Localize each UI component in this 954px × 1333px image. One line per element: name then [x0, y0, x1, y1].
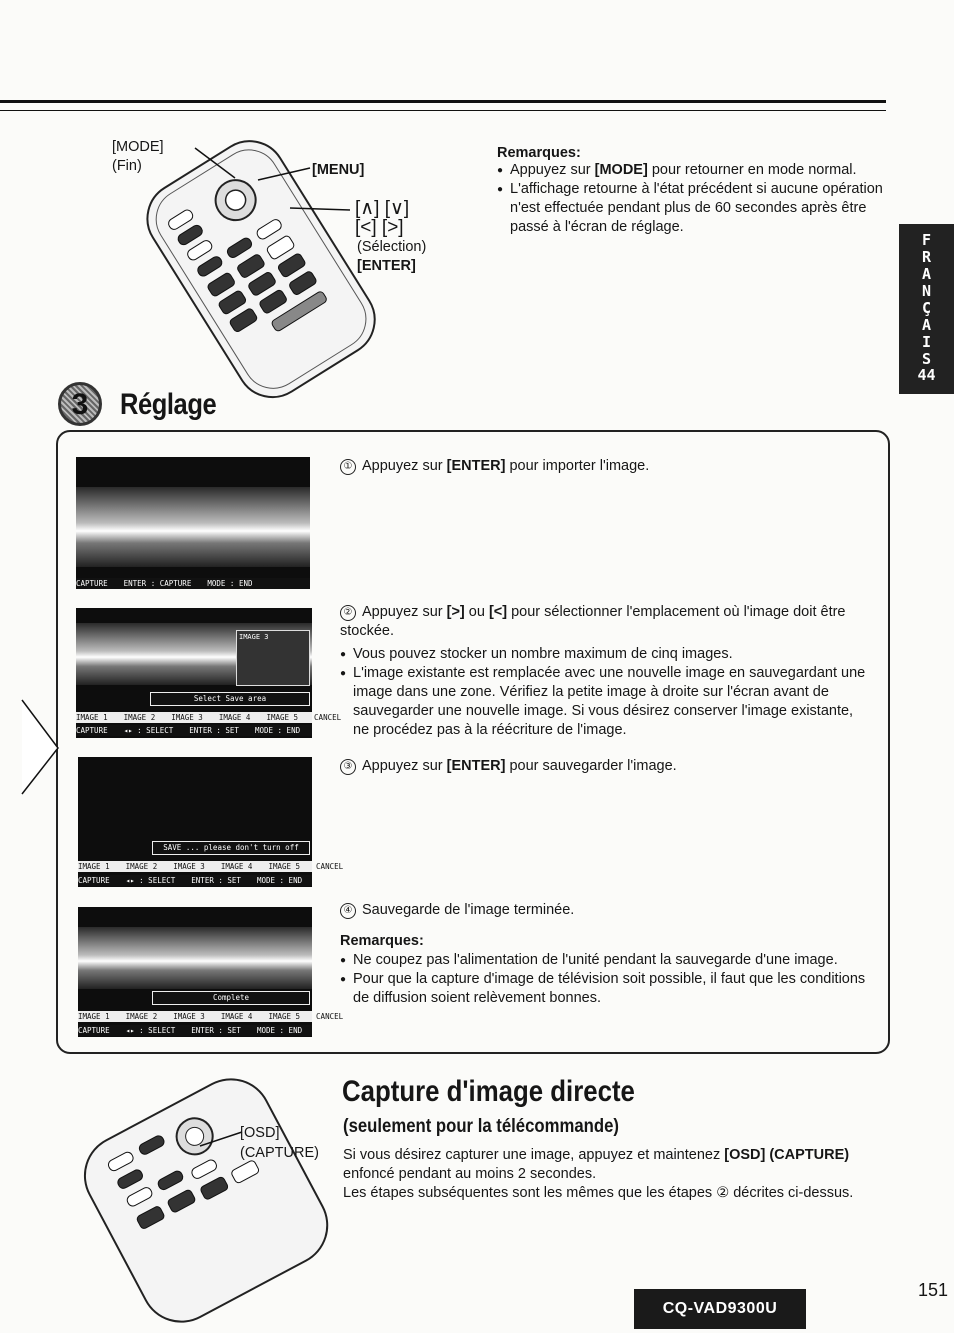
tab-letter: S [921, 350, 932, 368]
remark-item: ● L'affichage retourne à l'état précédent si aucune opération n'est effectuée pendant plus de 60 secondes après être passé à l'écran de réglage. [497, 180, 887, 237]
enter-key: [ENTER] [446, 458, 506, 474]
page-number: 151 [918, 1280, 949, 1300]
step-text: Appuyez sur [362, 758, 447, 774]
bar-text: CAPTURE [78, 1026, 110, 1035]
remarks-title: Remarques: [340, 933, 424, 949]
slot-label: IMAGE 5 [266, 713, 299, 722]
step-text: pour sauvegarder l'image. [505, 758, 677, 774]
complete-message-box: Complete [152, 991, 310, 1005]
step-text: Sauvegarde de l'image terminée. [362, 902, 575, 918]
step-number: ② [340, 605, 356, 621]
step-number: ④ [340, 903, 356, 919]
menu-label: [MENU] [312, 162, 365, 178]
tab-letter: Ç [921, 299, 932, 317]
step-2-notes [340, 645, 870, 740]
bar-text: CAPTURE [76, 726, 108, 735]
top-rule [0, 100, 886, 103]
step-4-remarks [340, 951, 870, 1008]
para-text: décrites ci-dessus. [729, 1185, 854, 1201]
step-text: pour importer l'image. [505, 458, 650, 474]
tab-letter: I [921, 333, 932, 351]
direct-capture-para-1 [343, 1146, 883, 1184]
mode-label: [MODE] [112, 139, 164, 155]
thumbnail-preview [236, 630, 310, 686]
remark-text: pour retourner en mode normal. [647, 162, 857, 178]
para-text: Si vous désirez capturer une image, appuyez et maintenez [343, 1147, 725, 1163]
section-title: Réglage [120, 388, 217, 421]
selection-label: (Sélection) [357, 239, 427, 255]
bar-text: MODE : END [256, 876, 303, 885]
note-item: ● Vous pouvez stocker un nombre maximum de cinq images. [340, 645, 870, 664]
slot-label: IMAGE 3 [173, 1012, 205, 1021]
top-rule-thin [0, 110, 886, 111]
fin-label: (Fin) [112, 158, 142, 174]
bridge-image [78, 927, 312, 989]
slot-label: CANCEL [316, 862, 344, 871]
enter-key: [ENTER] [446, 758, 506, 774]
slot-label: IMAGE 2 [125, 862, 158, 871]
slot-label: IMAGE 2 [123, 713, 156, 722]
tab-letter: F [921, 231, 932, 249]
step-text: Appuyez sur [362, 604, 447, 620]
bar-text: ◂▸ : SELECT [123, 726, 174, 735]
slot-label: IMAGE 1 [76, 713, 108, 722]
slot-label: IMAGE 4 [218, 713, 251, 722]
remark-text: Appuyez sur [510, 162, 595, 178]
tab-page-number: 44 [917, 366, 936, 384]
bar-text: ENTER : SET [189, 726, 239, 735]
select-save-area-box: Select Save area [150, 692, 310, 706]
language-side-tab [899, 224, 954, 394]
enter-label: [ENTER] [357, 258, 416, 274]
para-text: enfoncé pendant au moins 2 secondes. [343, 1166, 597, 1182]
bar-text: MODE : END [256, 1026, 303, 1035]
osd-capture-key: [OSD] (CAPTURE) [724, 1147, 850, 1163]
slot-label: CANCEL [316, 1012, 344, 1021]
slot-label: IMAGE 2 [125, 1012, 158, 1021]
step-number: ① [340, 459, 356, 475]
bar-text: CAPTURE [76, 579, 108, 588]
image-slot-bar [78, 861, 344, 872]
remarks-top [497, 145, 887, 237]
step-text: pour sélectionner l'emplacement où l'image doit être stockée. [340, 604, 846, 639]
note-item: ● L'image existante est remplacée avec une nouvelle image en sauvegardant une image dans une zone. Vérifiez la petite image à droite sur l'écran avant de sauvegarder une nouvelle image. Si vous désirez conserver l'image existante, ne procédez pas à la réécriture de l'image. [340, 664, 870, 740]
direct-capture-text [343, 1146, 883, 1203]
remote-control-osd-illustration [82, 1094, 312, 1254]
step-ref: ② [716, 1185, 730, 1201]
tab-letter: A [921, 316, 932, 334]
bar-text: ENTER : SET [191, 876, 241, 885]
section-number: 3 [71, 388, 89, 421]
step-4 [340, 901, 870, 1008]
bar-text: CAPTURE [78, 876, 110, 885]
bar-text: MODE : END [254, 726, 301, 735]
mode-key: [MODE] [594, 162, 648, 178]
slot-label: IMAGE 4 [220, 862, 253, 871]
remark-item [497, 161, 887, 180]
slot-label: IMAGE 1 [78, 1012, 110, 1021]
image-slot-bar [78, 1011, 344, 1022]
bridge-image [76, 487, 310, 567]
direct-capture-para-2 [343, 1184, 883, 1203]
remark-item: ● Pour que la capture d'image de télévision soit possible, il faut que les conditions de diffusion soient relèvement bonnes. [340, 970, 870, 1008]
screen-capture-1 [76, 457, 310, 589]
step-2 [340, 603, 870, 740]
bar-text: ENTER : SET [191, 1026, 241, 1035]
screen-status-bar [78, 875, 312, 886]
saving-message-box: SAVE ... please don't turn off [152, 841, 310, 855]
arrow-pointer-icon [22, 700, 60, 796]
remarks-list [497, 161, 887, 237]
step-text: Appuyez sur [362, 458, 447, 474]
screen-capture-3 [78, 757, 344, 887]
step-text: ou [464, 604, 489, 620]
screen-capture-2 [76, 608, 342, 738]
step-1 [340, 457, 649, 476]
step-2-line [340, 603, 870, 641]
bar-text: ENTER : CAPTURE [123, 579, 192, 588]
slot-label: IMAGE 3 [173, 862, 205, 871]
left-right-label: [<] [>] [355, 217, 404, 238]
osd-label: [OSD] [240, 1125, 280, 1141]
capture-label: (CAPTURE) [240, 1145, 319, 1161]
slot-label: IMAGE 4 [220, 1012, 253, 1021]
left-key: [<] [488, 604, 508, 620]
tab-letter: R [921, 248, 932, 266]
tab-letter: N [921, 282, 932, 300]
remark-item: ● Ne coupez pas l'alimentation de l'unité pendant la sauvegarde d'une image. [340, 951, 870, 970]
tab-letter: A [921, 265, 932, 283]
slot-label: IMAGE 5 [268, 1012, 301, 1021]
section-number-badge [58, 382, 102, 426]
step-3 [340, 757, 677, 776]
screen-status-bar [76, 578, 310, 589]
model-number-badge: CQ-VAD9300U [634, 1289, 806, 1329]
thumbnail-tag: IMAGE 3 [239, 633, 269, 641]
slot-label: IMAGE 1 [78, 862, 110, 871]
slot-label: CANCEL [314, 713, 342, 722]
right-key: [>] [446, 604, 465, 620]
screen-capture-4 [78, 907, 344, 1037]
direct-capture-title: Capture d'image directe [342, 1075, 635, 1108]
bar-text: ◂▸ : SELECT [125, 876, 176, 885]
para-text: Les étapes subséquentes sont les mêmes que les étapes [343, 1185, 717, 1201]
bar-text: ◂▸ : SELECT [125, 1026, 176, 1035]
slot-label: IMAGE 3 [171, 713, 203, 722]
screen-status-bar [78, 1025, 312, 1036]
bar-text: MODE : END [207, 579, 253, 588]
direct-capture-subtitle: (seulement pour la télécommande) [343, 1116, 619, 1137]
screen-status-bar [76, 725, 312, 736]
remarks-title: Remarques: [497, 145, 581, 161]
step-number: ③ [340, 759, 356, 775]
up-down-label: [∧] [∨] [355, 198, 410, 219]
image-slot-bar [76, 712, 342, 723]
slot-label: IMAGE 5 [268, 862, 301, 871]
